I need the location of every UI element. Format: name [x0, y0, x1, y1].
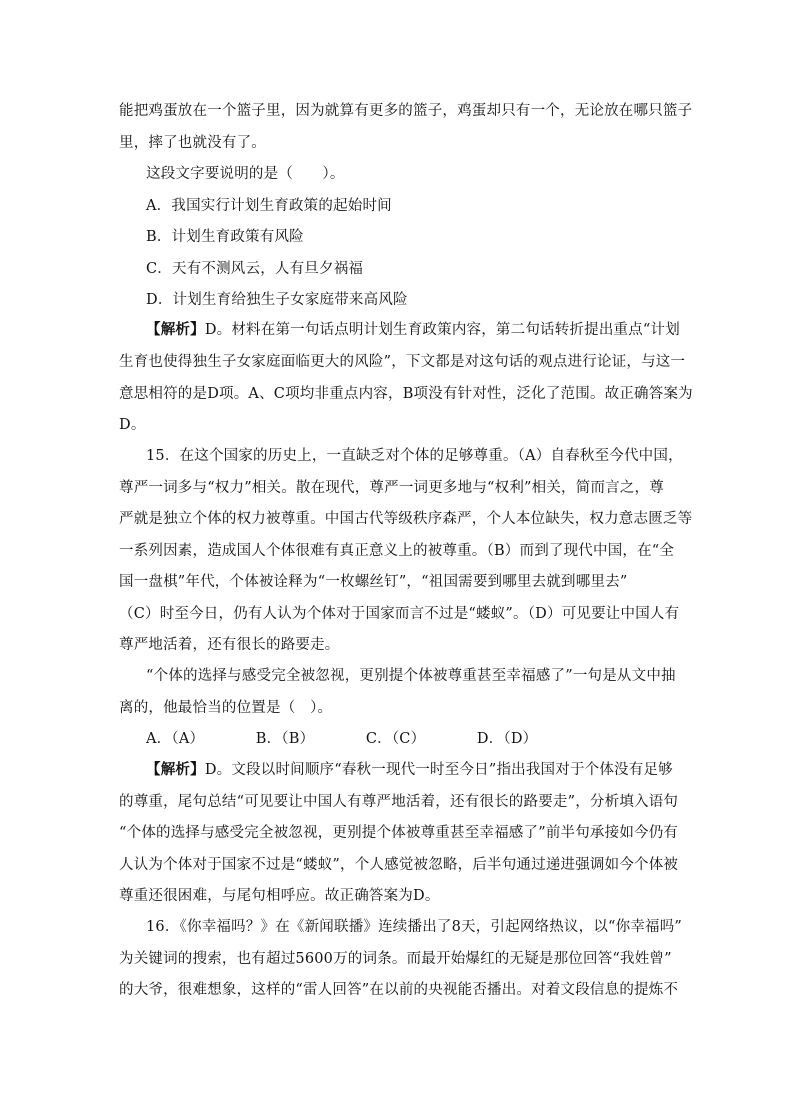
analysis-line: 生育也使得独生子女家庭面临更大的风险”，下文都是对这句话的观点进行论证，与这一: [119, 354, 686, 370]
question-16-line: 16．《你幸福吗？》在《新闻联播》连续播出了8天，引起网络热议，以“你幸福吗”: [146, 919, 683, 935]
option-d: D．计划生育给独生子女家庭带来高风险: [146, 292, 408, 308]
question-15-line: 尊严一词多与“权力”相关。散在现代，尊严一词更多地与“权利”相关，简而言之，尊: [119, 480, 664, 496]
option-c: C．天有不测风云，人有旦夕祸福: [146, 261, 364, 277]
question-15-line: 严就是独立个体的权力被尊重。中国古代等级秩序森严，个人本位缺失，权力意志匮乏等: [119, 511, 693, 527]
analysis-line: 意思相符的是D项。A、C项均非重点内容，B项没有针对性，泛化了范围。故正确答案为: [119, 386, 693, 402]
question-stem: 这段文字要说明的是（ ）。: [146, 166, 345, 182]
question-15-stem: 离的，他最恰当的位置是（ ）。: [119, 700, 333, 716]
question-16-line: 为关键词的搜索，也有超过5600万的词条。而最开始爆红的无疑是那位回答“我姓曾”: [119, 951, 672, 967]
paragraph-line: 能把鸡蛋放在一个篮子里，因为就算有更多的篮子，鸡蛋却只有一个，无论放在哪只篮子: [119, 103, 693, 119]
question-15-line: （C）时至今日，仍有人认为个体对于国家而言不过是“蝼蚁”。（D）可见要让中国人有: [119, 606, 680, 622]
question-15-options: A．（A） B．（B） C．（C） D．（D）: [146, 731, 538, 747]
option-a: A．我国实行计划生育政策的起始时间: [146, 198, 392, 214]
analysis-line: 【解析】D。文段以时间顺序“春秋一现代一时至今日”指出我国对于个体没有足够: [146, 761, 673, 778]
analysis-line: 人认为个体对于国家不过是“蝼蚁”，个人感觉被忽略，后半句通过递进强调如今个体被: [119, 857, 679, 873]
question-15-line: 国一盘棋”年代，个体被诠释为“一枚螺丝钉”，“祖国需要到哪里去就到哪里去”: [119, 574, 628, 590]
analysis-line: 【解析】D。材料在第一句话点明计划生育政策内容，第二句话转折提出重点“计划: [146, 321, 680, 338]
paragraph-line: 里，摔了也就没有了。: [119, 135, 266, 151]
question-15-stem: “个体的选择与感受完全被忽视，更别提个体被尊重甚至幸福感了”一句是从文中抽: [146, 668, 676, 684]
analysis-line: D。: [119, 417, 146, 433]
question-15-line: 15．在这个国家的历史上，一直缺乏对个体的足够尊重。（A）自春秋至今代中国，: [146, 448, 683, 464]
analysis-line: 尊重还很困难，与尾句相呼应。故正确答案为D。: [119, 888, 440, 904]
question-16-line: 的大爷，很难想象，这样的“雷人回答”在以前的央视能否播出。对着文段信息的提炼不: [119, 982, 679, 998]
question-15-line: 尊严地活着，还有很长的路要走。: [119, 637, 340, 653]
analysis-label: 【解析】: [146, 761, 205, 778]
analysis-line: 的尊重，尾句总结“可见要让中国人有尊严地活着，还有很长的路要走”，分析填入语句: [119, 794, 679, 810]
option-b: B．计划生育政策有风险: [146, 229, 304, 245]
analysis-line: “个体的选择与感受完全被忽视，更别提个体被尊重甚至幸福感了”前半句承接如今仍有: [119, 825, 679, 841]
analysis-label: 【解析】: [146, 321, 205, 338]
question-15-line: 一系列因素，造成国人个体很难有真正意义上的被尊重。（B）而到了现代中国，在“全: [119, 543, 675, 559]
